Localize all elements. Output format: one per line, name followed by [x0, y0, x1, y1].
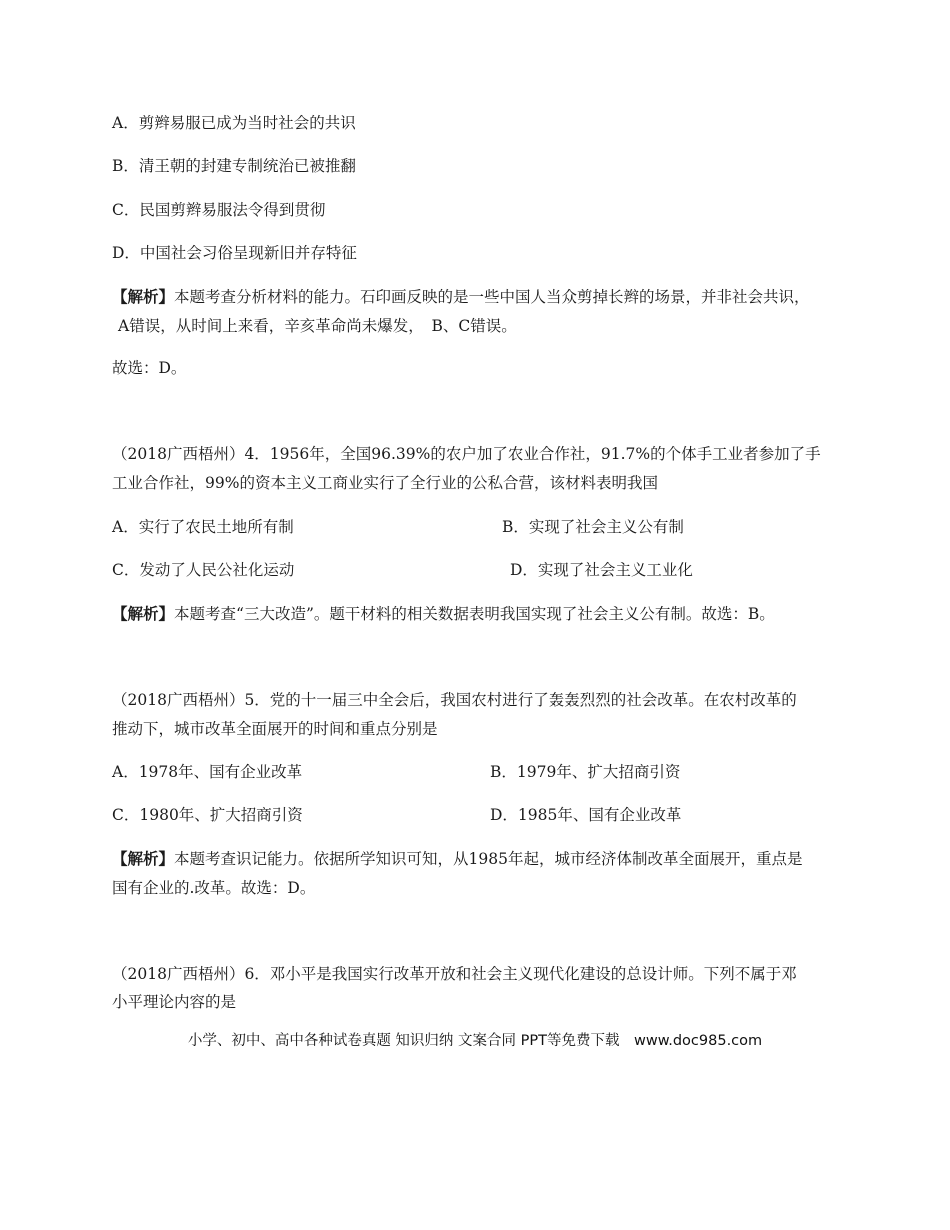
q4-analysis [112, 604, 775, 624]
analysis-label: 【解析】 [112, 604, 175, 623]
q3-analysis-line1 [112, 287, 810, 307]
q3-analysis-line2: A错误，从时间上来看，辛亥革命尚未爆发， B、C错误。 [118, 317, 517, 335]
q3-option-a: A．剪辫易服已成为当时社会的共识 [112, 114, 356, 132]
q4-option-b: B．实现了社会主义公有制 [502, 518, 684, 536]
q5-option-b: B．1979年、扩大招商引资 [490, 763, 681, 781]
analysis-text: 本题考查“三大改造”。题干材料的相关数据表明我国实现了社会主义公有制。故选：B。 [174, 605, 775, 623]
q5-stem-line2: 推动下，城市改革全面展开的时间和重点分别是 [112, 720, 438, 738]
q3-answer: 故选：D。 [112, 359, 187, 377]
q4-stem-line1: （2018广西梧州）4．1956年，全国96.39%的农户加了农业合作社，91.7%的个体手工业者参加了手 [112, 445, 821, 463]
page-footer: 小学、初中、高中各种试卷真题 知识归纳 文案合同 PPT等免费下载 www.doc985.com [187, 1033, 763, 1049]
analysis-label: 【解析】 [112, 849, 175, 868]
q4-option-c: C．发动了人民公社化运动 [112, 561, 295, 579]
q5-option-d: D．1985年、国有企业改革 [490, 806, 682, 824]
q3-option-b: B．清王朝的封建专制统治已被推翻 [112, 157, 356, 175]
q3-option-c: C．民国剪辫易服法令得到贯彻 [112, 201, 326, 219]
q3-option-d: D．中国社会习俗呈现新旧并存特征 [112, 244, 357, 262]
q4-option-a: A．实行了农民土地所有制 [112, 518, 294, 536]
q4-option-d: D．实现了社会主义工业化 [510, 561, 693, 579]
analysis-label: 【解析】 [112, 287, 175, 306]
analysis-text: 本题考查识记能力。依据所学知识可知，从1985年起，城市经济体制改革全面展开，重点是 [174, 850, 803, 868]
q5-analysis-line2: 国有企业的.改革。故选：D。 [112, 879, 316, 897]
q5-option-a: A．1978年、国有企业改革 [112, 763, 303, 781]
q6-stem-line2: 小平理论内容的是 [112, 993, 237, 1011]
q5-stem-line1: （2018广西梧州）5．党的十一届三中全会后，我国农村进行了轰轰烈烈的社会改革。在农村改革的 [112, 691, 797, 709]
q6-stem-line1: （2018广西梧州）6．邓小平是我国实行改革开放和社会主义现代化建设的总设计师。下列不属于邓 [112, 965, 797, 983]
q5-analysis-line1 [112, 849, 802, 869]
q5-option-c: C．1980年、扩大招商引资 [112, 806, 303, 824]
analysis-text: 本题考查分析材料的能力。石印画反映的是一些中国人当众剪掉长辫的场景，并非社会共识， [174, 288, 810, 306]
q4-stem-line2: 工业合作社，99%的资本主义工商业实行了全行业的公私合营，该材料表明我国 [112, 474, 658, 492]
